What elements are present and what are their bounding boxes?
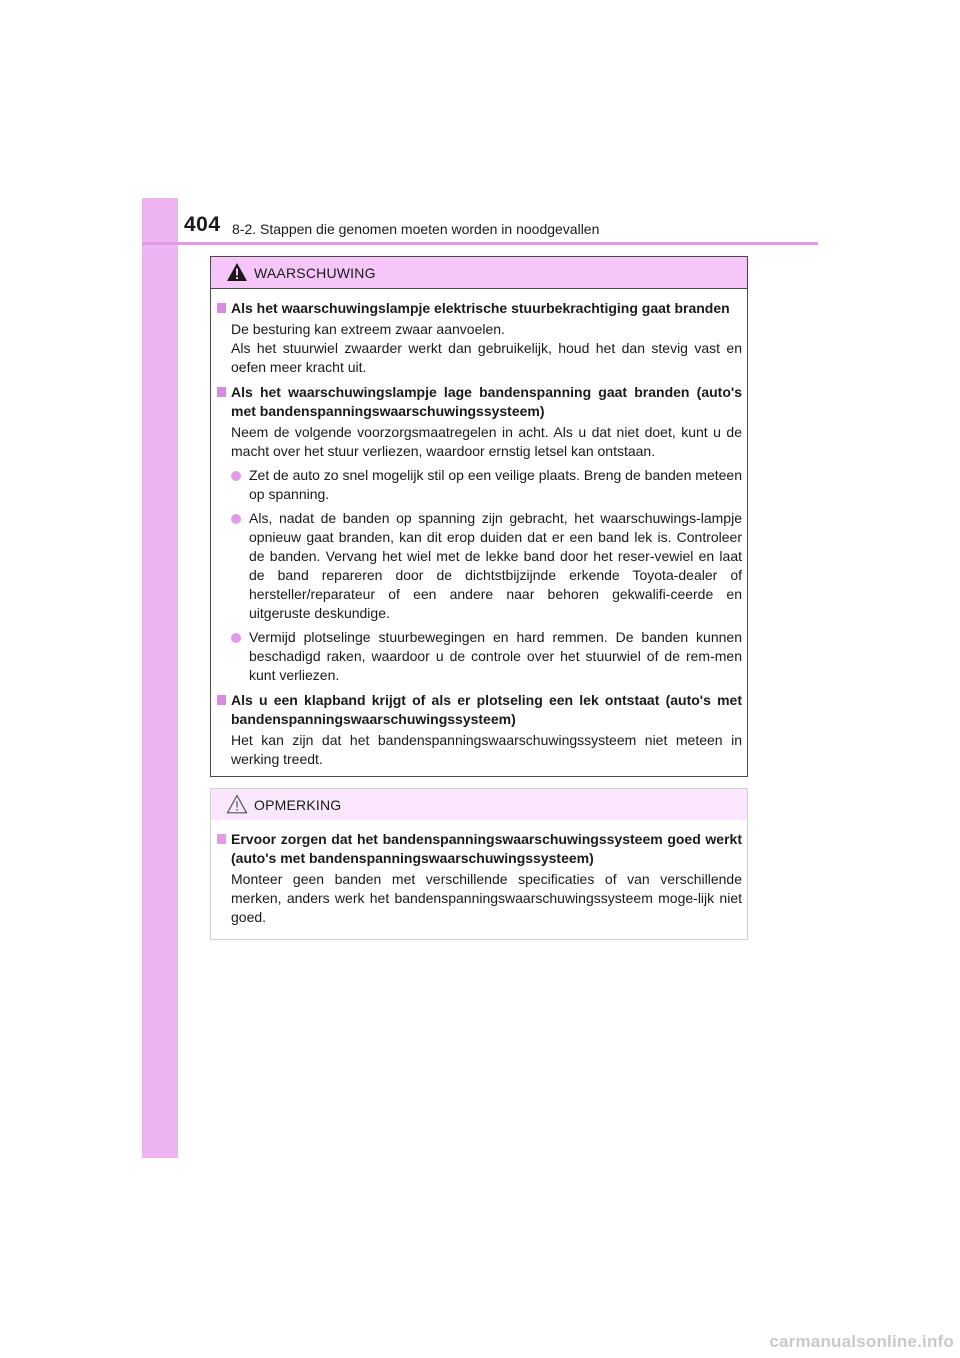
bullet-text: Als, nadat de banden op spanning zijn gebracht, het waarschuwings-lampje opnieuw gaat branden, kan dit erop duiden dat er een band lek is. Controleer de banden. Vervang het wiel met de lekke band door het reser-vewiel en laat de band repareren door de dichtstbijzijnde erkende Toyota-dealer of hersteller/reparateur of een andere naar behoren gekwalifi-ceerde en uitgeruste deskundige. xyxy=(249,510,742,621)
square-bullet-icon xyxy=(217,695,231,705)
watermark: carmanualsonline.info xyxy=(769,1332,954,1351)
round-bullet-icon xyxy=(231,471,249,504)
notice-box xyxy=(210,788,748,940)
warning-body xyxy=(211,289,747,769)
item-heading xyxy=(217,691,742,729)
bullet-text: Vermijd plotselinge stuurbewegingen en hard remmen. De banden kunnen beschadigd raken, waardoor u de controle over het stuurwiel of de rem-men kunt verliezen. xyxy=(249,629,742,683)
warning-title: WAARSCHUWING xyxy=(254,265,376,281)
item xyxy=(217,383,742,685)
section-title: 8-2. Stappen die genomen moeten worden in noodgevallen xyxy=(232,221,600,237)
warning-header xyxy=(211,257,747,289)
item-heading xyxy=(217,383,742,421)
bullet-item xyxy=(231,466,742,504)
item xyxy=(217,691,742,769)
item-text: Als het stuurwiel zwaarder werkt dan gebruikelijk, houd het dan stevig vast en oefen meer kracht uit. xyxy=(231,340,742,375)
notice-header xyxy=(211,789,747,820)
item-heading-text: Als het waarschuwingslampje elektrische stuurbekrachtiging gaat branden xyxy=(231,300,730,316)
item-text: Het kan zijn dat het bandenspanningswaarschuwingssysteem niet meteen in werking treedt. xyxy=(231,732,742,767)
item-heading-text: Als u een klapband krijgt of als er plotseling een lek ontstaat (auto's met bandenspanningswaarschuwingssysteem) xyxy=(231,692,742,727)
item xyxy=(217,299,742,377)
bullet-text: Zet de auto zo snel mogelijk stil op een veilige plaats. Breng de banden meteen op spanning. xyxy=(249,467,742,502)
item xyxy=(217,830,742,927)
square-bullet-icon xyxy=(217,387,231,397)
item-text: Monteer geen banden met verschillende specificaties of van verschillende merken, anders werk het bandenspanningswaarschuwingssysteem moge-lijk niet goed. xyxy=(231,871,742,925)
item-text: De besturing kan extreem zwaar aanvoelen. xyxy=(231,321,505,337)
round-bullet-icon xyxy=(231,633,249,685)
square-bullet-icon xyxy=(217,834,231,844)
item-heading-text: Als het waarschuwingslampje lage bandenspanning gaat branden (auto's met bandenspanningswaarschuwingssysteem) xyxy=(231,384,742,419)
notice-body xyxy=(211,820,747,927)
notice-title: OPMERKING xyxy=(254,797,342,813)
warning-triangle-icon xyxy=(226,262,248,282)
header-rule xyxy=(142,242,818,245)
item-heading xyxy=(217,830,742,868)
item-text: Neem de volgende voorzorgsmaatregelen in acht. Als u dat niet doet, kunt u de macht over het stuur verliezen, waardoor ernstig letsel kan ontstaan. xyxy=(231,424,742,459)
warning-box xyxy=(210,256,748,777)
side-tab xyxy=(142,198,178,1158)
square-bullet-icon xyxy=(217,303,231,313)
page-number: 404 xyxy=(184,213,221,236)
item-heading xyxy=(217,299,742,318)
bullet-item xyxy=(231,628,742,685)
bullet-item xyxy=(231,509,742,623)
item-heading-text: Ervoor zorgen dat het bandenspanningswaarschuwingssysteem goed werkt (auto's met bandenspanningswaarschuwingssysteem) xyxy=(231,831,742,866)
notice-triangle-icon xyxy=(226,794,248,814)
round-bullet-icon xyxy=(231,514,249,623)
